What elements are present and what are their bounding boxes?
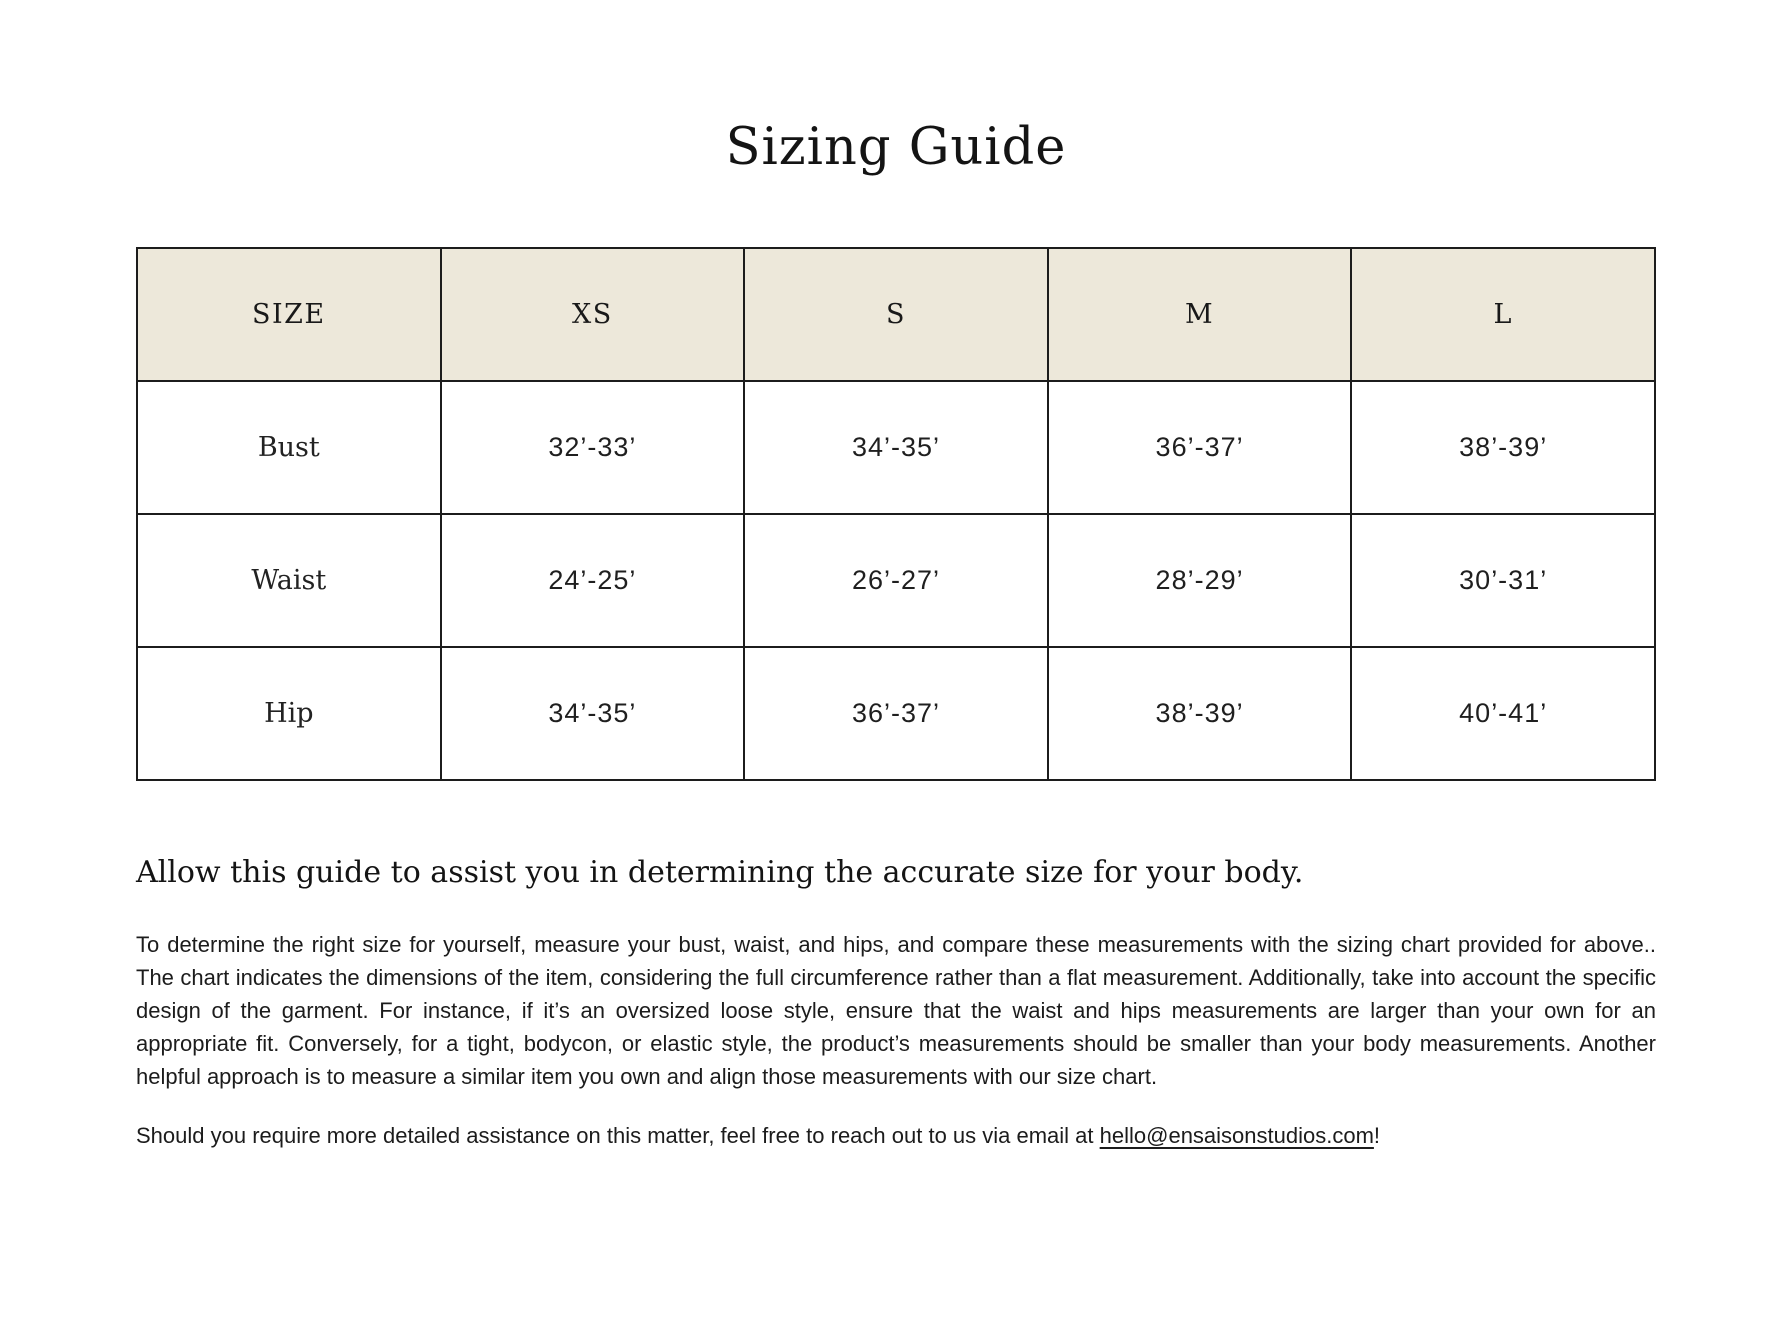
waist-s-value: 26’-27’ [744,514,1048,647]
bust-s-value: 34’-35’ [744,381,1048,514]
contact-email-link[interactable]: hello@ensaisonstudios.com [1099,1123,1374,1148]
size-table-header [137,248,1655,381]
waist-xs-value: 24’-25’ [441,514,745,647]
row-label-bust: Bust [137,381,441,514]
size-table-body [137,381,1655,780]
column-header-m: M [1048,248,1352,381]
column-header-size: SIZE [137,248,441,381]
bust-m-value: 36’-37’ [1048,381,1352,514]
hip-l-value: 40’-41’ [1351,647,1655,780]
waist-l-value: 30’-31’ [1351,514,1655,647]
hip-xs-value: 34’-35’ [441,647,745,780]
table-row-waist [137,514,1655,647]
column-header-l: L [1351,248,1655,381]
hip-m-value: 38’-39’ [1048,647,1352,780]
bust-l-value: 38’-39’ [1351,381,1655,514]
table-header-row [137,248,1655,381]
table-row-hip [137,647,1655,780]
column-header-s: S [744,248,1048,381]
row-label-waist: Waist [137,514,441,647]
column-header-xs: XS [441,248,745,381]
hip-s-value: 36’-37’ [744,647,1048,780]
contact-text-suffix: ! [1373,1123,1381,1148]
row-label-hip: Hip [137,647,441,780]
waist-m-value: 28’-29’ [1048,514,1352,647]
table-row-bust [137,381,1655,514]
contact-line [136,1093,1656,1152]
bust-xs-value: 32’-33’ [441,381,745,514]
guide-paragraph: To determine the right size for yourself, measure your bust, waist, and hips, and compare these measurements with the sizing chart provided for above.. The chart indicates the dimensions of the item, considering the full circumference rather than a flat measurement. Additionally, take into account the specific design of the garment. For instance, if it’s an oversized loose style, ensure that the waist and hips measurements are larger than your own for an appropriate fit. Conversely, for a tight, bodycon, or elastic style, the product’s measurements should be smaller than your body measurements. Another helpful approach is to measure a similar item you own and align those measurements with our size chart. [136,932,1656,1089]
contact-text-prefix: Should you require more detailed assistance on this matter, feel free to reach out to us via email at [136,1123,1100,1148]
page-title: Sizing Guide [725,118,1067,177]
guide-subtitle: Allow this guide to assist you in determining the accurate size for your body. [136,855,1304,890]
size-table [136,247,1656,781]
